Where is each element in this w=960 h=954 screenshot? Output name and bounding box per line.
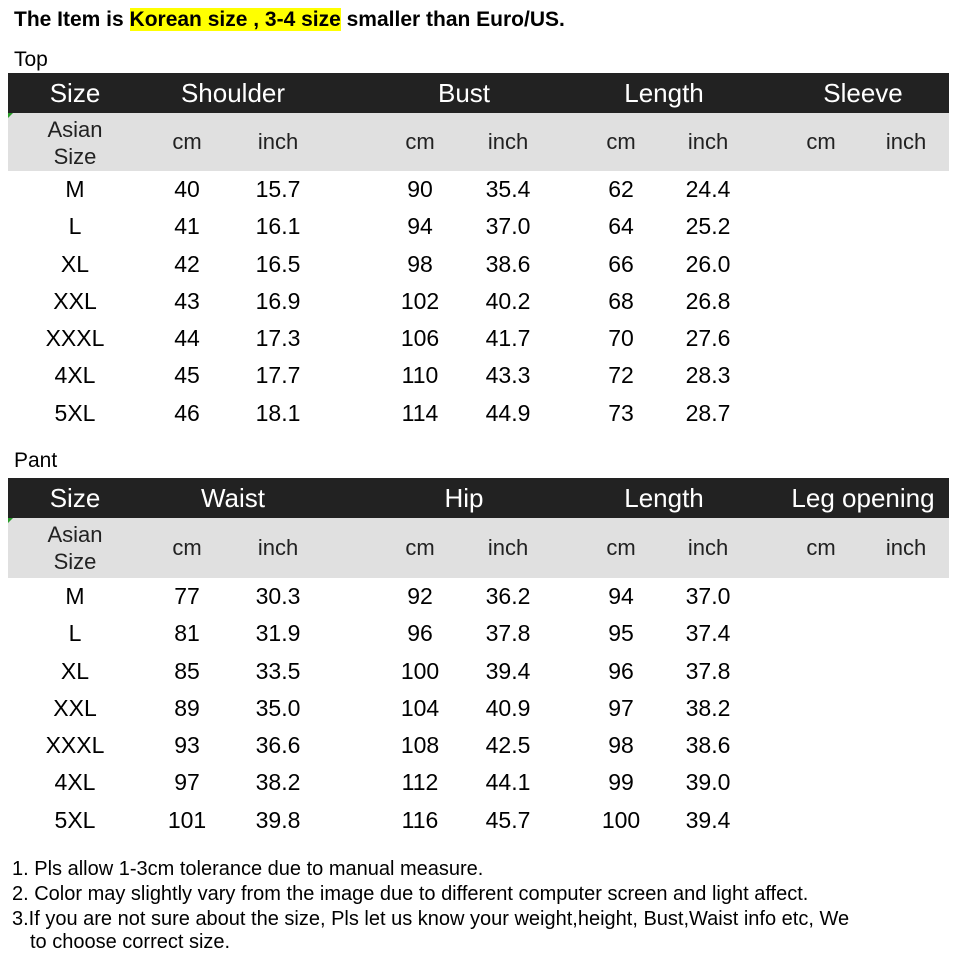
cell-cm: 102 <box>400 287 440 314</box>
cell-inch: 36.2 <box>485 583 531 609</box>
cell-cm: 97 <box>608 694 634 721</box>
table-row <box>8 208 949 245</box>
asian-label-line: Size <box>53 144 97 169</box>
header-length: Length <box>624 78 704 108</box>
cell-cm: 77 <box>174 583 200 609</box>
cell-inch: 27.6 <box>685 325 731 352</box>
note-line: 2. Color may slightly vary from the image due to different computer screen and light affect. <box>12 883 809 905</box>
cell-cm: 66 <box>608 250 634 277</box>
cell-cm: 104 <box>400 694 440 721</box>
cell-inch: 24.4 <box>685 176 731 202</box>
cell-inch: 31.9 <box>255 620 301 647</box>
cell-inch: 36.6 <box>255 732 301 759</box>
unit-inch: inch <box>687 129 729 154</box>
cell-inch: 38.2 <box>255 769 301 796</box>
note-line: 3.If you are not sure about the size, Pls let us know your weight,height, Bust,Waist info etc, We <box>12 908 850 930</box>
cell-cm: 106 <box>400 325 440 352</box>
cell-inch: 26.0 <box>685 250 731 277</box>
unit-cm: cm <box>806 535 836 560</box>
cell-cm: 90 <box>407 176 433 202</box>
top-section-label: Top <box>14 48 48 71</box>
cell-cm: 42 <box>174 250 200 277</box>
cell-cm: 97 <box>174 769 200 796</box>
unit-inch: inch <box>487 535 529 560</box>
table-row <box>8 727 949 764</box>
note-line: to choose correct size. <box>30 931 231 953</box>
cell-inch: 43.3 <box>485 362 531 389</box>
table-row <box>8 395 949 432</box>
cell-inch: 45.7 <box>485 806 531 833</box>
cell-cm: 94 <box>407 213 433 240</box>
pant-section-label: Pant <box>14 449 58 472</box>
unit-cm: cm <box>606 129 636 154</box>
cell-inch: 37.8 <box>485 620 531 647</box>
cell-cm: 44 <box>174 325 200 352</box>
unit-inch: inch <box>687 535 729 560</box>
cell-inch: 16.9 <box>255 287 301 314</box>
cell-inch: 26.8 <box>685 287 731 314</box>
cell-inch: 15.7 <box>255 176 301 202</box>
header-hip: Hip <box>444 483 484 513</box>
unit-cm: cm <box>172 535 202 560</box>
cell-inch: 16.1 <box>255 213 301 240</box>
unit-cm: cm <box>806 129 836 154</box>
cell-cm: 96 <box>608 657 634 684</box>
cell-inch: 40.2 <box>485 287 531 314</box>
cell-inch: 25.2 <box>685 213 731 240</box>
header-size: Size <box>49 483 101 513</box>
table-row <box>8 802 949 839</box>
unit-cm: cm <box>405 129 435 154</box>
top-table-body <box>8 171 949 432</box>
cell-inch: 17.7 <box>255 362 301 389</box>
table-row <box>8 615 949 652</box>
cell-inch: 39.4 <box>485 657 531 684</box>
cell-cm: 94 <box>608 583 634 609</box>
cell-marker <box>8 518 13 523</box>
cell-size: M <box>65 583 85 609</box>
cell-cm: 45 <box>174 362 200 389</box>
top-unit-row <box>8 113 949 171</box>
cell-inch: 42.5 <box>485 732 531 759</box>
unit-inch: inch <box>885 535 927 560</box>
cell-inch: 39.8 <box>255 806 301 833</box>
cell-inch: 44.9 <box>485 399 531 426</box>
cell-size: XXXL <box>45 732 105 759</box>
cell-cm: 98 <box>608 732 634 759</box>
notes <box>12 857 849 952</box>
asian-label-line: Asian <box>47 522 103 547</box>
top-header-row <box>8 73 949 113</box>
pant-unit-row <box>8 518 949 578</box>
cell-cm: 46 <box>174 399 200 426</box>
table-row <box>8 578 949 615</box>
cell-cm: 96 <box>407 620 433 647</box>
cell-inch: 35.0 <box>255 694 301 721</box>
headline <box>14 4 565 36</box>
cell-size: M <box>65 176 85 202</box>
cell-inch: 37.0 <box>485 213 531 240</box>
pant-header-row <box>8 478 949 518</box>
cell-cm: 85 <box>174 657 200 684</box>
cell-cm: 100 <box>400 657 440 684</box>
header-waist: Waist <box>200 483 266 513</box>
cell-inch: 39.4 <box>685 806 731 833</box>
cell-cm: 92 <box>407 583 433 609</box>
unit-inch: inch <box>487 129 529 154</box>
cell-inch: 28.3 <box>685 362 731 389</box>
cell-cm: 95 <box>608 620 634 647</box>
pant-table-body <box>8 578 949 839</box>
table-row <box>8 283 949 320</box>
cell-cm: 81 <box>174 620 200 647</box>
cell-cm: 114 <box>401 399 439 426</box>
cell-cm: 93 <box>174 732 200 759</box>
cell-inch: 44.1 <box>485 769 531 796</box>
header-leg-opening: Leg opening <box>791 483 935 513</box>
cell-cm: 108 <box>400 732 440 759</box>
cell-inch: 17.3 <box>255 325 301 352</box>
cell-cm: 40 <box>174 176 200 202</box>
table-row <box>8 357 949 394</box>
asian-size-label <box>47 521 102 575</box>
cell-inch: 38.6 <box>685 732 731 759</box>
cell-size: L <box>68 620 82 647</box>
table-row <box>8 690 949 727</box>
cell-cm: 72 <box>608 362 634 389</box>
asian-size-label <box>47 116 102 170</box>
cell-cm: 89 <box>174 694 200 721</box>
headline-suffix: smaller than Euro/US. <box>340 8 565 31</box>
table-row <box>8 246 949 283</box>
note-line: 1. Pls allow 1-3cm tolerance due to manual measure. <box>12 858 484 880</box>
cell-inch: 16.5 <box>255 250 301 277</box>
cell-cm: 100 <box>601 806 641 833</box>
cell-cm: 98 <box>407 250 433 277</box>
header-shoulder: Shoulder <box>180 78 286 108</box>
cell-inch: 18.1 <box>255 399 301 426</box>
cell-cm: 62 <box>608 176 634 202</box>
unit-inch: inch <box>885 129 927 154</box>
cell-size: L <box>68 213 82 240</box>
cell-cm: 101 <box>167 806 207 833</box>
cell-cm: 99 <box>608 769 634 796</box>
cell-inch: 37.8 <box>685 657 731 684</box>
cell-size: 5XL <box>54 806 96 833</box>
cell-inch: 33.5 <box>255 657 301 684</box>
unit-cm: cm <box>606 535 636 560</box>
cell-size: XL <box>60 250 90 277</box>
unit-inch: inch <box>257 535 299 560</box>
header-length: Length <box>624 483 704 513</box>
cell-cm: 116 <box>401 806 439 833</box>
table-row <box>8 320 949 357</box>
cell-cm: 41 <box>174 213 200 240</box>
cell-size: XL <box>60 657 90 684</box>
header-sleeve: Sleeve <box>823 78 903 108</box>
cell-size: XXL <box>53 694 97 721</box>
cell-size: 4XL <box>54 769 96 796</box>
table-row <box>8 764 949 801</box>
cell-cm: 70 <box>608 325 634 352</box>
cell-size: XXL <box>53 287 97 314</box>
cell-cm: 68 <box>608 287 634 314</box>
headline-highlight: Korean size , 3-4 size <box>129 8 341 31</box>
cell-cm: 73 <box>608 399 634 426</box>
cell-inch: 37.4 <box>685 620 731 647</box>
cell-marker <box>8 113 13 118</box>
cell-inch: 28.7 <box>685 399 731 426</box>
headline-prefix: The Item is <box>14 8 130 31</box>
unit-inch: inch <box>257 129 299 154</box>
unit-cm: cm <box>172 129 202 154</box>
cell-inch: 41.7 <box>485 325 531 352</box>
cell-cm: 112 <box>401 769 439 796</box>
cell-cm: 110 <box>401 362 439 389</box>
table-row <box>8 171 949 208</box>
cell-cm: 43 <box>174 287 200 314</box>
header-bust: Bust <box>437 78 491 108</box>
unit-cm: cm <box>405 535 435 560</box>
cell-size: 5XL <box>54 399 96 426</box>
cell-size: XXXL <box>45 325 105 352</box>
cell-inch: 38.6 <box>485 250 531 277</box>
asian-label-line: Size <box>53 549 97 574</box>
cell-size: 4XL <box>54 362 96 389</box>
cell-inch: 40.9 <box>485 694 531 721</box>
cell-inch: 35.4 <box>485 176 531 202</box>
pant-size-table <box>8 478 949 839</box>
cell-inch: 30.3 <box>255 583 301 609</box>
top-size-table <box>8 73 949 432</box>
header-size: Size <box>49 78 101 108</box>
table-row <box>8 653 949 690</box>
cell-inch: 39.0 <box>685 769 731 796</box>
cell-cm: 64 <box>608 213 634 240</box>
asian-label-line: Asian <box>47 117 103 142</box>
cell-inch: 37.0 <box>685 583 731 609</box>
cell-inch: 38.2 <box>685 694 731 721</box>
